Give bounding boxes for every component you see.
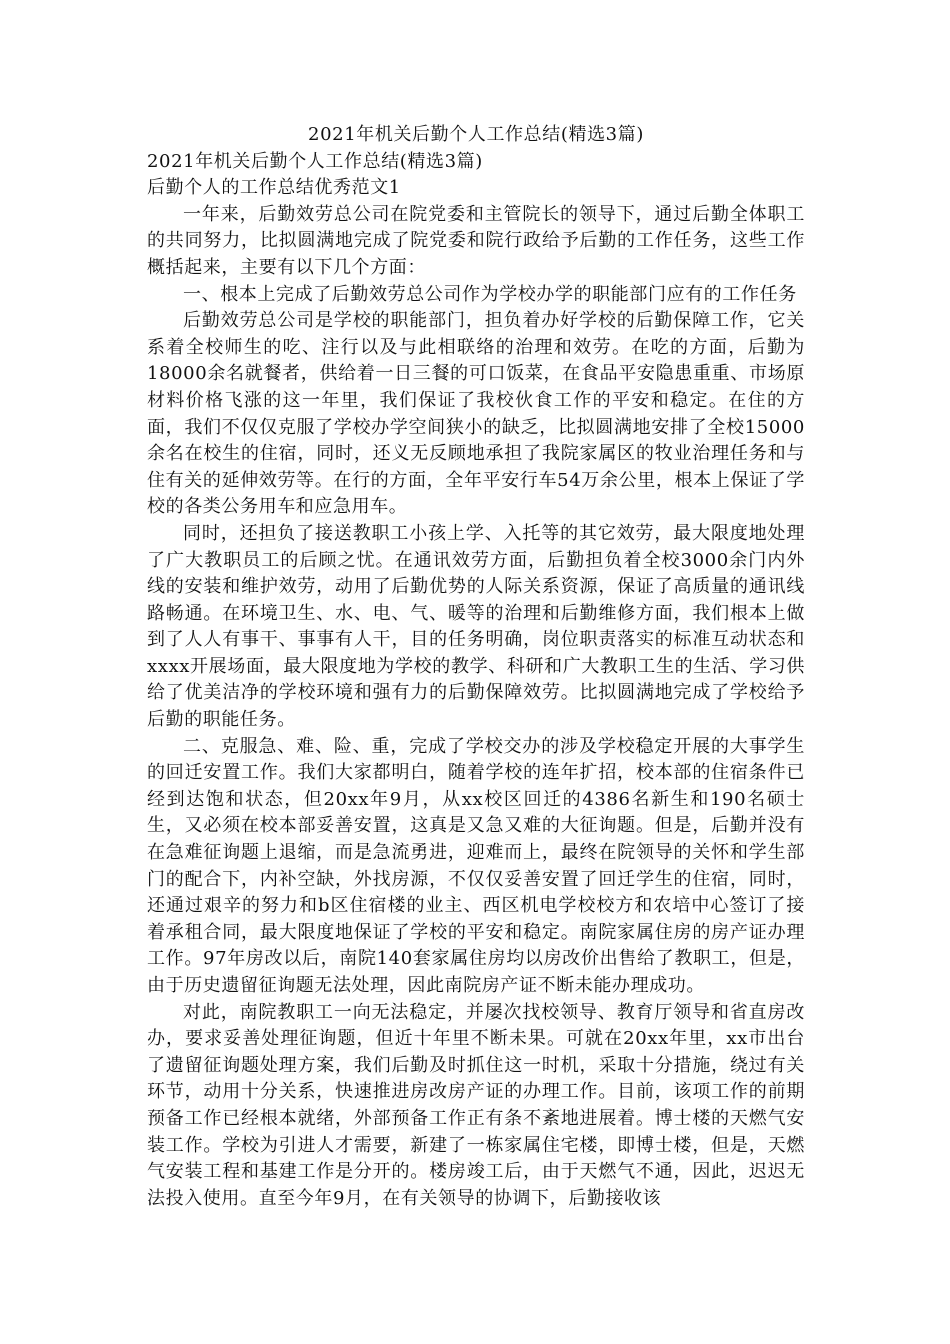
paragraph-housing: 对此，南院教职工一向无法稳定，并屡次找校领导、教育厅领导和省直房改办，要求妥善处理征询题，但近十年里不断未果。可就在20xx年里，xx市出台了遗留征询题处理方案，我们后勤及时抓住这一时机，采取十分措施，绕过有关环节，动用十分关系，快速推进房改房产证的办理工作。目前，该项工作的前期预备工作已经根本就绪，外部预备工作正有条不紊地进展着。博士楼的天燃气安装工作。学校为引进人才需要，新建了一栋家属住宅楼，即博士楼，但是，天燃气安装工程和基建工作是分开的。楼房竣工后，由于天燃气不通，因此，迟迟无法投入使用。直至今年9月，在有关领导的协调下，后勤接收该 (147, 1001, 805, 1209)
document-page (147, 122, 805, 1212)
paragraph-heading-two: 二、克服急、难、险、重，完成了学校交办的涉及学校稳定开展的大事学生的回迁安置工作。我们大家都明白，随着学校的连年扩招，校本部的住宿条件已经到达饱和状态，但20xx年9月，从xx校区回迁的4386名新生和190名硕士生，又必须在校本部妥善安置，这真是又急又难的大征询题。但是，后勤并没有在急难征询题上退缩，而是急流勇进，迎难而上，最终在院领导的关怀和学生部门的配合下，内补空缺，外找房源，不仅仅妥善安置了回迁学生的住宿，同时，还通过艰辛的努力和b区住宿楼的业主、西区机电学校校方和农培中心签订了接着承租合同，最大限度地保证了学校的平安和稳定。南院家属住房的房产证办理工作。97年房改以后，南院140套家属住房均以房改价出售给了教职工，但是，由于历史遗留征询题无法处理，因此南院房产证不断未能办理成功。 (147, 735, 805, 996)
document-title: 2021年机关后勤个人工作总结(精选3篇) (308, 124, 644, 145)
paragraph-duties: 后勤效劳总公司是学校的职能部门，担负着办好学校的后勤保障工作，它关系着全校师生的吃、注行以及与此相联络的治理和效劳。在吃的方面，后勤为18000余名就餐者，供给着一日三餐的可口饭菜，在食品平安隐患重重、市场原材料价格飞涨的这一年里，我们保证了我校伙食工作的平安和稳定。在住的方面，我们不仅仅克服了学校办学空间狭小的缺乏，比拟圆满地安排了全校15000余名在校生的住宿，同时，还义无反顾地承担了我院家属区的牧业治理任务和与住有关的延伸效劳等。在行的方面，全年平安行车54万余公里，根本上保证了学校的各类公务用车和应急用车。 (147, 310, 805, 518)
paragraph-intro: 一年来，后勤效劳总公司在院党委和主管院长的领导下，通过后勤全体职工的共同努力，比拟圆满地完成了院党委和院行政给予后勤的工作任务，这些工作概括起来，主要有以下几个方面： (147, 203, 805, 278)
paragraph-heading-one: 一、根本上完成了后勤效劳总公司作为学校办学的职能部门应有的工作任务 (183, 283, 797, 305)
document-subtitle: 2021年机关后勤个人工作总结(精选3篇) (147, 150, 483, 172)
paragraph-services: 同时，还担负了接送教职工小孩上学、入托等的其它效劳，最大限度地处理了广大教职员工的后顾之忧。在通讯效劳方面，后勤担负着全校3000余门内外线的安装和维护效劳，动用了后勤优势的人际关系资源，保证了高质量的通讯线路畅通。在环境卫生、水、电、气、暖等的治理和后勤维修方面，我们根本上做到了人人有事干、事事有人干，目的任务明确，岗位职责落实的标准互动状态和xxxx开展场面，最大限度地为学校的教学、科研和广大教职工生的生活、学习供给了优美洁净的学校环境和强有力的后勤保障效劳。比拟圆满地完成了学校给予后勤的职能任务。 (147, 522, 805, 731)
section-heading: 后勤个人的工作总结优秀范文1 (147, 177, 401, 199)
